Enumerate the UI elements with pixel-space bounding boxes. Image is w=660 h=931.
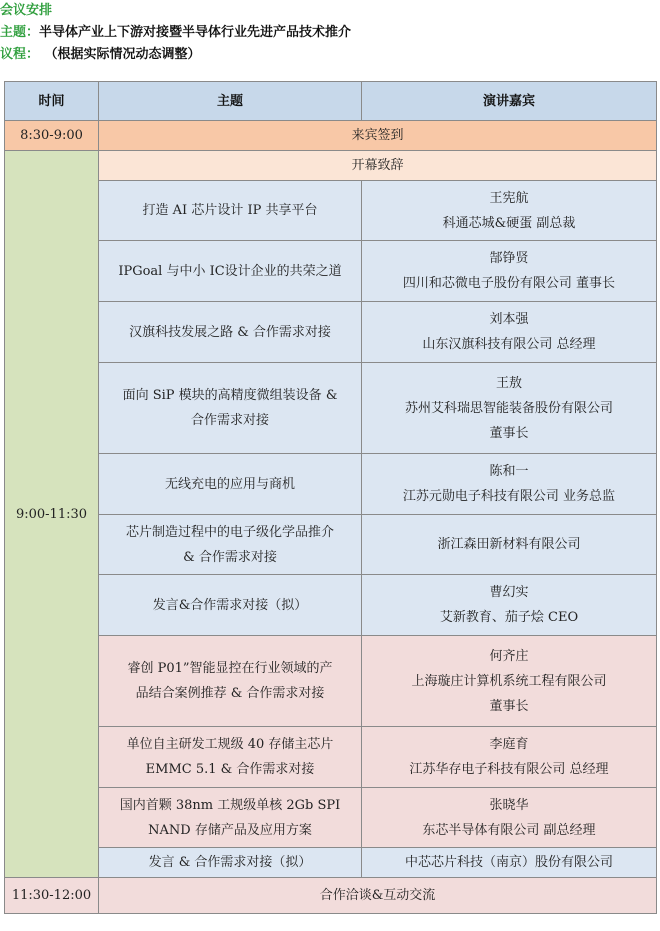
session-speaker: [362, 727, 657, 788]
closing-row: [5, 878, 657, 914]
session-row: [5, 848, 657, 878]
speaker-name: 王宪航: [489, 190, 529, 206]
session-speaker: [362, 363, 657, 454]
session-row: [5, 181, 657, 241]
session-row: [5, 241, 657, 302]
speaker-line: 浙江森田新材料有限公司: [437, 537, 581, 552]
speaker-line: 江苏元勋电子科技有限公司 业务总监: [402, 489, 616, 504]
opening-row: [5, 151, 657, 181]
speaker-line: 艾新教育、茄子烩 CEO: [439, 610, 579, 625]
speaker-line: 董事长: [489, 425, 529, 441]
topic-line: 发言 & 合作需求对接（拟）: [148, 855, 312, 870]
session-speaker: [362, 181, 657, 241]
session-topic: [99, 241, 362, 302]
session-topic: [99, 515, 362, 575]
session-speaker: [362, 515, 657, 575]
session-row: [5, 727, 657, 788]
session-topic: [99, 181, 362, 241]
speaker-name: 郜铮贤: [489, 251, 529, 266]
closing-text: 合作洽谈&互动交流: [99, 878, 657, 914]
speaker-line: 山东汉旗科技有限公司 总经理: [422, 337, 596, 352]
speaker-line: 董事长: [489, 698, 529, 714]
closing-time: 11:30-12:00: [5, 878, 99, 914]
col-header-speaker: 演讲嘉宾: [362, 82, 657, 121]
session-topic: [99, 575, 362, 636]
topic-line: EMMC 5.1 & 合作需求对接: [145, 762, 315, 777]
theme-line: [0, 23, 351, 43]
agenda-note-line: [0, 45, 201, 65]
speaker-name: 何齐庄: [489, 648, 529, 664]
checkin-time: 8:30-9:00: [5, 121, 99, 151]
speaker-line: 四川和芯微电子股份有限公司 董事长: [402, 276, 616, 291]
topic-line: & 合作需求对接: [183, 549, 277, 565]
session-topic: [99, 454, 362, 515]
session-topic: [99, 848, 362, 878]
session-speaker: [362, 454, 657, 515]
topic-line: 单位自主研发工规级 40 存储主芯片: [126, 737, 334, 752]
speaker-line: 苏州艾科瑞思智能装备股份有限公司: [404, 400, 613, 416]
page-title: [0, 1, 52, 21]
col-header-time: 时间: [5, 82, 99, 121]
topic-line: 品结合案例推荐 & 合作需求对接: [135, 686, 325, 701]
topic-line: 汉旗科技发展之路 & 合作需求对接: [129, 324, 331, 340]
theme-label: 主题：: [0, 25, 40, 40]
session-row: [5, 454, 657, 515]
checkin-row: [5, 121, 657, 151]
session-speaker: [362, 848, 657, 878]
session-row: [5, 515, 657, 575]
main-time: 9:00-11:30: [5, 151, 99, 878]
agenda-value: （根据实际情况动态调整）: [51, 47, 201, 62]
session-topic: [99, 788, 362, 848]
topic-line: 芯片制造过程中的电子级化学品推介: [125, 524, 334, 540]
opening-text: 开幕致辞: [99, 151, 657, 181]
speaker-name: 李庭育: [489, 737, 529, 752]
session-speaker: [362, 575, 657, 636]
checkin-text: 来宾签到: [99, 121, 657, 151]
agenda-label: 议程：: [0, 47, 40, 62]
speaker-line: 上海璇庄计算机系统工程有限公司: [411, 673, 607, 689]
session-row: [5, 788, 657, 848]
session-speaker: [362, 241, 657, 302]
theme-value: 半导体产业上下游对接暨半导体行业先进产品技术推介: [39, 25, 352, 40]
agenda-table: [4, 81, 657, 914]
speaker-name: 张晓华: [489, 797, 529, 813]
table-header-row: [5, 82, 657, 121]
topic-line: 无线充电的应用与商机: [164, 476, 295, 492]
session-topic: [99, 302, 362, 363]
col-header-topic: 主题: [99, 82, 362, 121]
session-speaker: [362, 636, 657, 727]
session-speaker: [362, 302, 657, 363]
topic-line: 面向 SiP 模块的高精度微组装设备 &: [122, 388, 338, 403]
session-speaker: [362, 788, 657, 848]
speaker-line: 东芯半导体有限公司 副总经理: [422, 822, 596, 838]
session-topic: [99, 727, 362, 788]
topic-line: IPGoal 与中小 IC设计企业的共荣之道: [118, 263, 342, 279]
title-text: 会议安排: [0, 3, 53, 18]
topic-line: 合作需求对接: [190, 413, 269, 428]
topic-line: 国内首颗 38nm 工规级单核 2Gb SPI: [119, 797, 341, 813]
session-row: [5, 575, 657, 636]
speaker-line: 科通芯城&硬蛋 副总裁: [442, 215, 576, 231]
speaker-line: 江苏华存电子科技有限公司 总经理: [409, 762, 609, 777]
session-row: [5, 302, 657, 363]
speaker-name: 曹幻实: [489, 585, 529, 600]
topic-line: 睿创 P01”智能显控在行业领域的产: [127, 661, 333, 676]
speaker-name: 刘本强: [489, 312, 529, 327]
topic-line: 打造 AI 芯片设计 IP 共享平台: [142, 203, 318, 218]
topic-line: 发言&合作需求对接（拟）: [152, 597, 308, 613]
session-topic: [99, 363, 362, 454]
session-row: [5, 363, 657, 454]
speaker-name: 陈和一: [489, 464, 529, 479]
session-row: [5, 636, 657, 727]
speaker-line: 中芯芯片科技（南京）股份有限公司: [404, 855, 613, 870]
topic-line: NAND 存储产品及应用方案: [148, 822, 312, 838]
session-topic: [99, 636, 362, 727]
speaker-name: 王敖: [495, 375, 522, 391]
